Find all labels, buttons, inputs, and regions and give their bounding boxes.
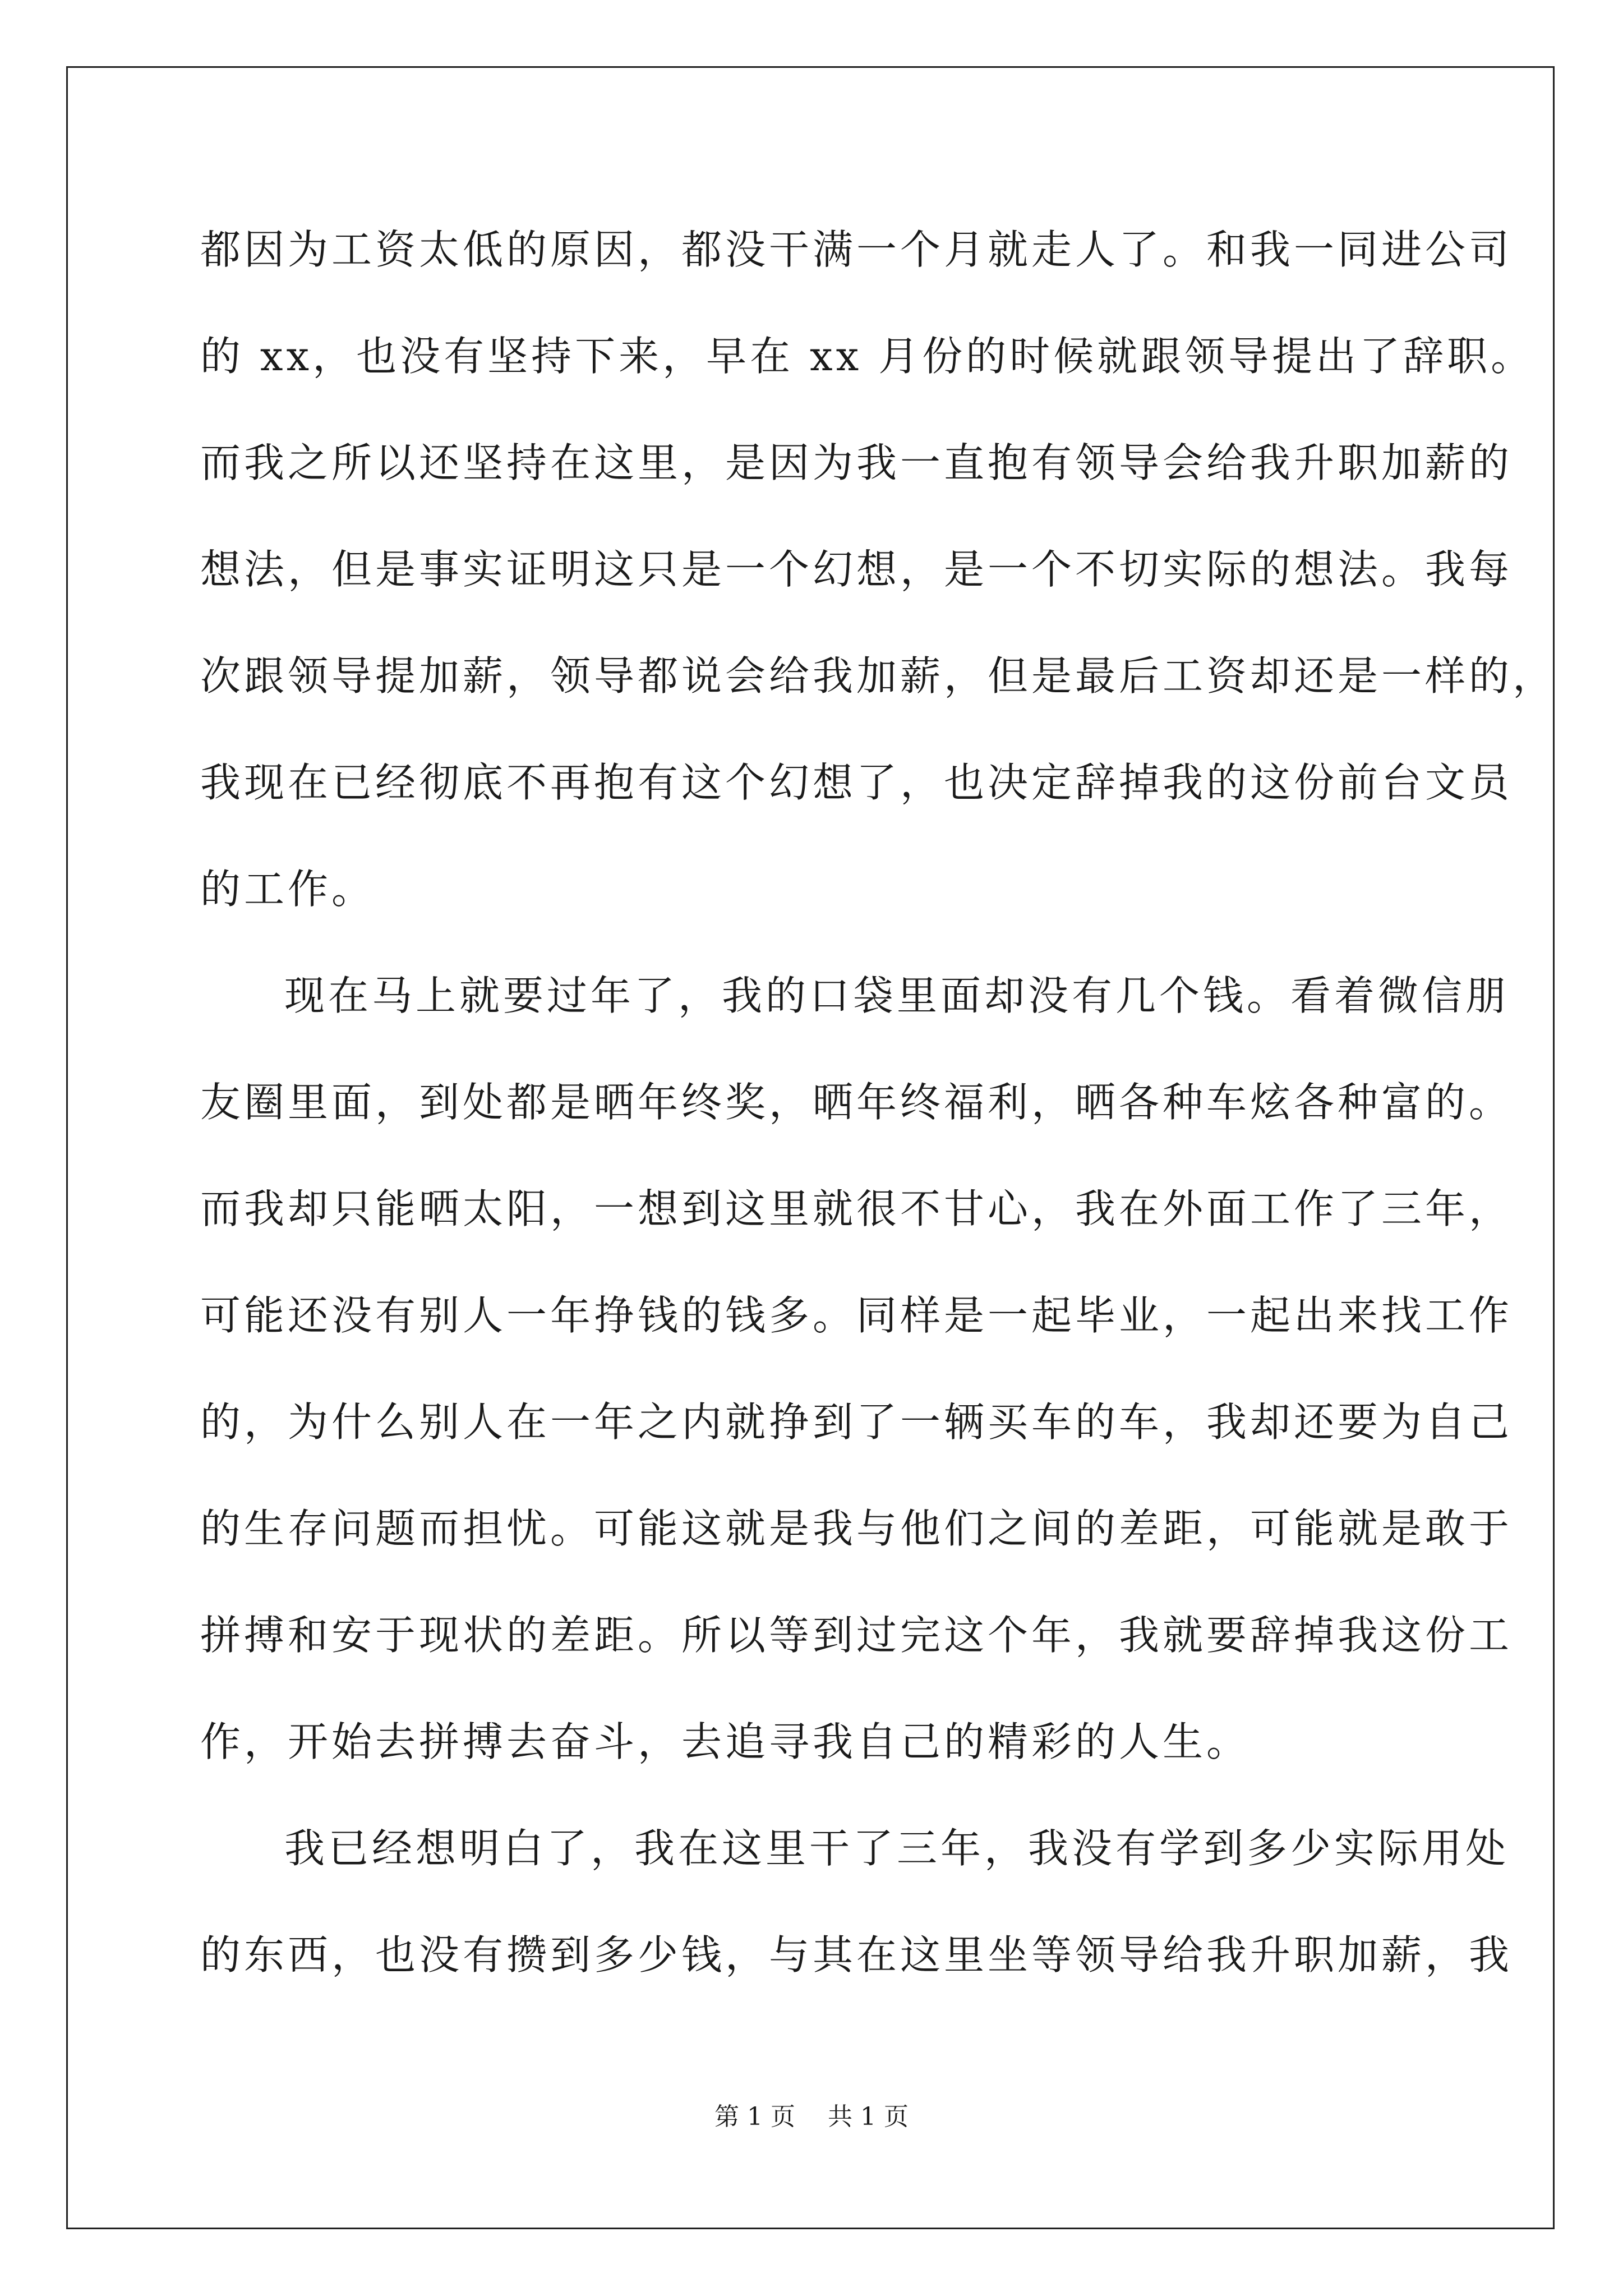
text-line: 现在马上就要过年了，我的口袋里面却没有几个钱。看着微信朋 — [284, 972, 1510, 1019]
text-line: 的工作。 — [200, 866, 376, 913]
text-line: 想法，但是事实证明这只是一个幻想，是一个不切实际的想法。我每 — [200, 546, 1513, 593]
text-line: 作，开始去拼搏去奋斗，去追寻我自己的精彩的人生。 — [200, 1718, 1251, 1765]
text-line: 我现在已经彻底不再抱有这个幻想了，也决定辞掉我的这份前台文员 — [200, 759, 1513, 806]
text-line: 次跟领导提加薪，领导都说会给我加薪，但是最后工资却还是一样的， — [200, 652, 1557, 700]
text-line: 而我却只能晒太阳，一想到这里就很不甘心，我在外面工作了三年， — [200, 1185, 1513, 1232]
text-line: 都因为工资太低的原因，都没干满一个月就走人了。和我一同进公司 — [200, 226, 1513, 273]
page-footer: 第 1 页 共 1 页 — [714, 2102, 909, 2131]
text-line: 的 xx，也没有坚持下来，早在 xx 月份的时候就跟领导提出了辞职。 — [200, 333, 1535, 380]
text-line: 友圈里面，到处都是晒年终奖，晒年终福利，晒各种车炫各种富的。 — [200, 1079, 1513, 1126]
text-line: 拼搏和安于现状的差距。所以等到过完这个年，我就要辞掉我这份工 — [200, 1612, 1513, 1659]
text-line: 的生存问题而担忧。可能这就是我与他们之间的差距，可能就是敢于 — [200, 1505, 1513, 1552]
text-line: 我已经想明白了，我在这里干了三年，我没有学到多少实际用处 — [284, 1825, 1510, 1872]
text-line: 可能还没有别人一年挣钱的钱多。同样是一起毕业，一起出来找工作 — [200, 1292, 1513, 1339]
text-line: 而我之所以还坚持在这里，是因为我一直抱有领导会给我升职加薪的 — [200, 439, 1513, 486]
text-line: 的，为什么别人在一年之内就挣到了一辆买车的车，我却还要为自己 — [200, 1398, 1513, 1446]
text-line: 的东西，也没有攒到多少钱，与其在这里坐等领导给我升职加薪，我 — [200, 1931, 1513, 1978]
body-text — [200, 219, 1557, 2031]
